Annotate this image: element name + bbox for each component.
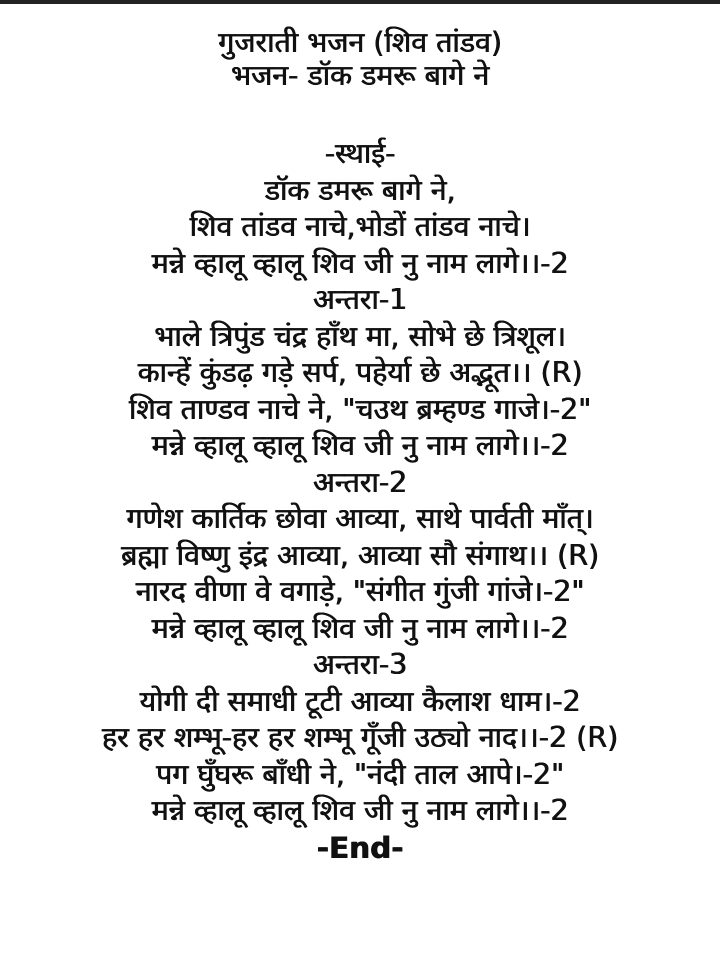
antara-1-section: [0, 282, 720, 465]
bhajan-lyrics-document: [0, 26, 720, 866]
antara-1-heading: अन्तरा-1: [312, 283, 408, 316]
top-edge-bar: [0, 0, 720, 4]
lyric-line: मन्ने व्हालू व्हालू शिव जी नु नाम लागे।।-2: [151, 794, 569, 827]
lyric-line: योगी दी समाधी टूटी आव्या कैलाश धाम।-2: [139, 684, 581, 718]
spacer: [0, 92, 720, 136]
lyric-line: गणेश कार्तिक छोवा आव्या, साथे पार्वती माँत्।: [126, 502, 594, 535]
antara-3-heading: अन्तरा-3: [312, 648, 408, 681]
antara-2-heading: अन्तरा-2: [312, 465, 408, 499]
title-block: [0, 26, 720, 92]
lyric-line: पग घुँघरू बाँधी ने, "नंदी ताल आपे।-2": [155, 757, 565, 791]
sthayi-section: [0, 136, 720, 282]
sthayi-heading: -स्थाई-: [324, 137, 396, 170]
antara-3-section: [0, 647, 720, 830]
lyric-line: मन्ने व्हालू व्हालू शिव जी नु नाम लागे।।-2: [151, 429, 569, 462]
lyric-line: ब्रह्मा विष्णु इंद्र आव्या, आव्या सौ संगाथ।। (R): [120, 538, 600, 572]
lyric-line: हर हर शम्भू-हर हर शम्भू गूँजी उठ्यो नाद।।-2 (R): [101, 721, 619, 754]
bhajan-subtitle: भजन- डॉक डमरू बागे ने: [230, 59, 490, 92]
antara-2-section: [0, 465, 720, 648]
lyric-line: शिव ताण्डव नाचे ने, "चउथ ब्रम्हण्ड गाजे।-2": [128, 392, 592, 426]
lyric-line: भाले त्रिपुंड चंद्र हाँथ मा, सोभे छे त्रिशूल।: [154, 319, 566, 353]
lyric-line: नारद वीणा वे वगाड़े, "संगीत गुंजी गांजे।-2": [135, 575, 585, 608]
lyric-line: शिव तांडव नाचे,भोडों तांडव नाचे।: [189, 210, 531, 243]
lyric-line: कान्हें कुंडढ़ गड़े सर्प, पहेर्या छे अद्भूत।। (R): [137, 356, 583, 389]
document-title: गुजराती भजन (शिव तांडव): [218, 26, 502, 59]
lyric-line: मन्ने व्हालू व्हालू शिव जी नु नाम लागे।।-2: [151, 246, 569, 280]
lyric-line: मन्ने व्हालू व्हालू शिव जी नु नाम लागे।।-2: [151, 611, 569, 645]
lyric-line: डॉक डमरू बागे ने,: [264, 173, 456, 207]
end-marker: -End-: [316, 830, 404, 865]
